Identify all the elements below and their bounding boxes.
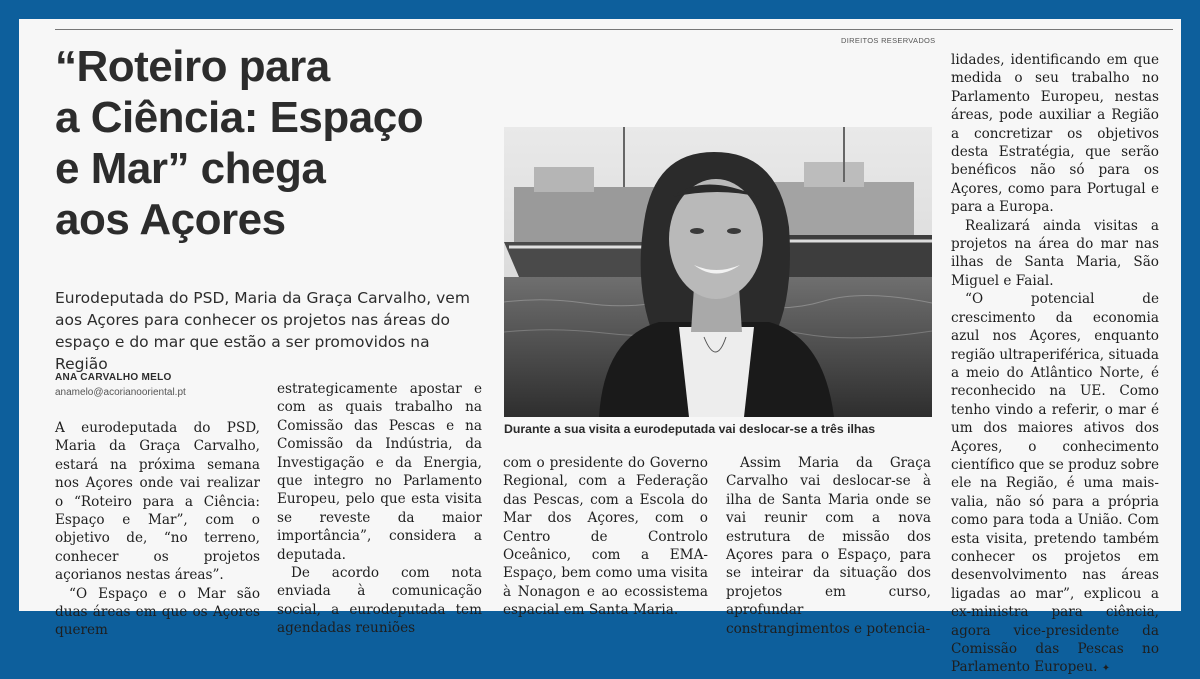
paragraph: Assim Maria da Graça Carvalho vai deslocar-se à ilha de Santa Maria onde se vai reunir com a nova estrutura de missão dos Açores para o Espaço, para se inteirar da situação dos projetos em curso, aprofundar constrangimentos e potencia- xyxy=(726,455,931,637)
rights-label: DIREITOS RESERVADOS xyxy=(841,36,936,45)
photo-caption: Durante a sua visita a eurodeputada vai deslocar-se a três ilhas xyxy=(504,422,876,436)
author-email: anamelo@acorianooriental.pt xyxy=(55,387,186,398)
paragraph: lidades, identificando em que medida o seu trabalho no Parlamento Europeu, nestas áreas, pode auxiliar a Região a concretizar os objetivos desta Estratégia, que serão benéficos não só para os Açores, como para Portugal e para a Europa. xyxy=(951,52,1159,216)
paragraph: “O Espaço e o Mar são duas áreas em que os Açores querem xyxy=(55,585,260,639)
headline: “Roteiro para a Ciência: Espaço e Mar” chega aos Açores xyxy=(55,42,424,244)
column-1 xyxy=(55,419,260,640)
author-name: ANA CARVALHO MELO xyxy=(55,372,172,383)
paragraph: com o presidente do Governo Regional, com a Federação das Pescas, com a Escola do Mar dos Açores, com o Centro de Controlo Oceânico, com a EMA-Espaço, bem como uma visita à Nonagon e ao ecossistema espacial em Santa Maria. xyxy=(503,455,708,619)
paragraph xyxy=(951,290,1159,679)
end-mark-icon: ✦ xyxy=(1101,663,1111,675)
photo-illustration xyxy=(504,127,932,417)
newspaper-page xyxy=(19,19,1181,676)
paragraph: estrategicamente apostar e com as quais trabalho na Comissão das Pescas e na Comissão da Indústria, da Investigação e da Energia, que integro no Parlamento Europeu, pelo que esta visita se reveste da maior importância”, considera a deputada. xyxy=(277,381,482,563)
paragraph: Realizará ainda visitas a projetos na área do mar nas ilhas de Santa Maria, São Miguel e Faial. xyxy=(951,217,1159,289)
column-5 xyxy=(951,51,1159,679)
lead-paragraph: Eurodeputada do PSD, Maria da Graça Carvalho, vem aos Açores para conhecer os projetos nas áreas do espaço e do mar que estão a ser promovidos na Região xyxy=(55,289,470,373)
paragraph: De acordo com nota enviada à comunicação social, a eurodeputada tem agendadas reuniões xyxy=(277,565,482,637)
photo xyxy=(504,127,932,417)
paragraph: A eurodeputada do PSD, Maria da Graça Carvalho, estará na próxima semana nos Açores onde vai realizar o “Roteiro para a Ciência: Espaço e Mar”, com o objetivo de, “no terreno, conhecer os projetos açorianos nestas áreas”. xyxy=(55,420,260,584)
top-rule xyxy=(55,29,1173,30)
column-2 xyxy=(277,380,482,638)
column-4 xyxy=(726,454,931,638)
column-3 xyxy=(503,454,708,620)
paragraph-text: “O potencial de crescimento da economia azul nos Açores, enquanto região ultraperiférica, situada a meio do Atlântico Norte, é reconhecido na UE. Como tenho vindo a referir, o mar é um dos maiores ativos dos Açores, o conhecimento científico que se produz sobre ele na Região, é uma mais-valia, não só para a própria como para toda a União. Com esta visita, pretendo também conhecer os projetos em desenvolvimento nas áreas ligadas ao mar”, explicou a ex-ministra para ciência, agora vice-presidente da Comissão das Pescas no Parlamento Europeu. xyxy=(951,291,1159,676)
